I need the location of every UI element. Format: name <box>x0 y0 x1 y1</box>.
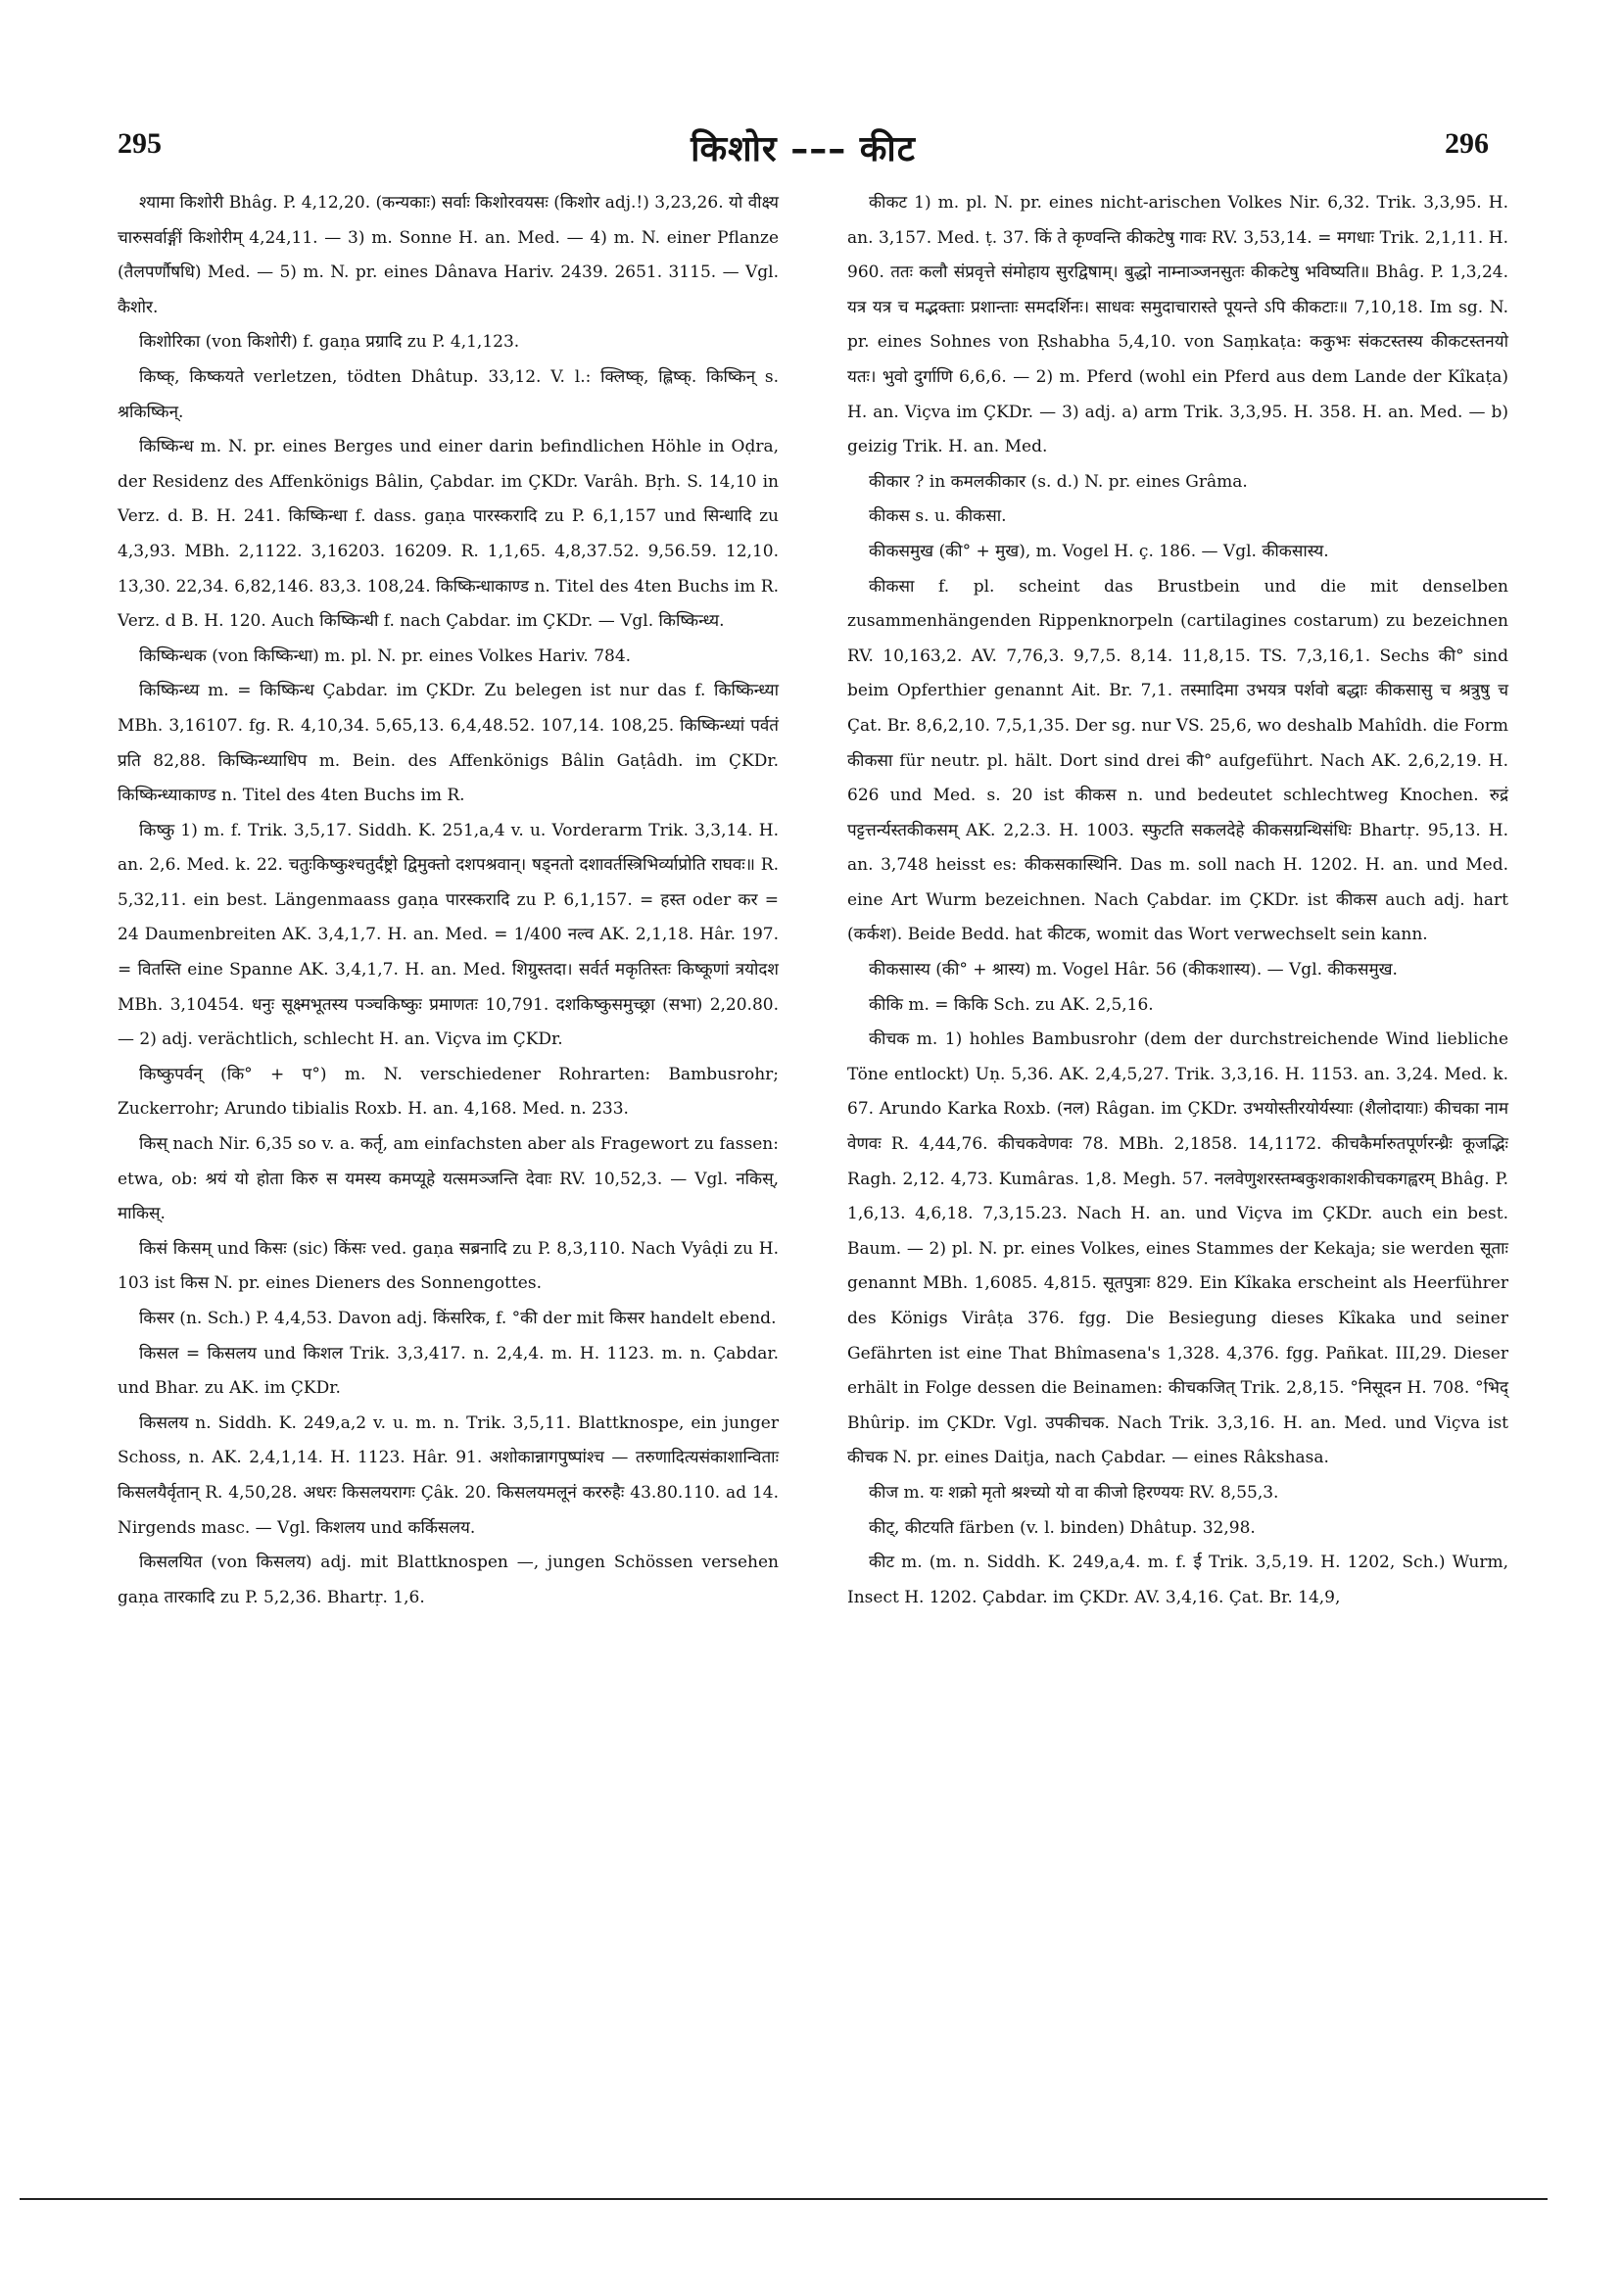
entry: किष्कुपर्वन् (कि° + प°) m. N. verschiedener Rohrarten: Bambusrohr; Zuckerrohr; Arundo tibialis Roxb. H. an. 4,168. Med. n. 233. <box>118 1064 779 1120</box>
entry: कीकि m. = किकि Sch. zu AK. 2,5,16. <box>869 994 1154 1015</box>
entry: किसं किसम् und किसः (sic) किंसः ved. gaṇa सब्रनादि zu P. 8,3,110. Nach Vyâḍi zu H. 103 ist किस N. pr. eines Dieners des Sonnengottes. <box>118 1238 779 1294</box>
page-number-left: 295 <box>118 127 162 160</box>
page-number-right: 296 <box>1445 127 1489 160</box>
entry: कीज m. यः शक्रो मृतो श्रश्च्यो यो वा कीजो हिरण्ययः RV. 8,55,3. <box>869 1482 1279 1503</box>
entry: कीकसमुख (की° + मुख), m. Vogel H. ç. 186. — Vgl. कीकसास्य. <box>869 541 1329 561</box>
entry: किसल = किसलय und किशल Trik. 3,3,417. n. 2,4,4. m. H. 1123. m. n. Çabdar. und Bhar. zu AK. im ÇKDr. <box>118 1343 779 1399</box>
page-header <box>118 127 1489 176</box>
entry: कीकट 1) m. pl. N. pr. eines nicht-arischen Volkes Nir. 6,32. Trik. 3,3,95. H. an. 3,157. Med. ṭ. 37. किं ते कृण्वन्ति कीकटेषु गावः RV. 3,53,14. = मगधाः Trik. 2,1,11. H. 960. ततः कलौ संप्रवृत्ते संमोहाय सुरद्विषाम्। बुद्धो नाम्नाञ्जनसुतः कीकटेषु भविष्यति॥ Bhâg. P. 1,3,24. यत्र यत्र च मद्भक्ताः प्रशान्ताः समदर्शिनः। साधवः समुदाचारास्ते पूयन्ते ऽपि कीकटाः॥ 7,10,18. Im sg. N. pr. eines Sohnes von Ṛshabha 5,4,10. von Saṃkaṭa: ककुभः संकटस्तस्य कीकटस्तनयो यतः। भुवो दुर्गाणि 6,6,6. — 2) m. Pferd (wohl ein Pferd aus dem Lande der Kîkaṭa) H. an. Viçva im ÇKDr. — 3) adj. a) arm Trik. 3,3,95. H. 358. H. an. Med. — b) geizig Trik. H. an. Med. <box>847 193 1508 457</box>
entry: कीट m. (m. n. Siddh. K. 249,a,4. m. f. ई Trik. 3,5,19. H. 1202, Sch.) Wurm, Insect H. 1202. Çabdar. im ÇKDr. AV. 3,4,16. Çat. Br. 14,9, <box>847 1553 1508 1607</box>
entry: किष्किन्धक (von किष्किन्धा) m. pl. N. pr. eines Volkes Hariv. 784. <box>139 646 632 666</box>
entry: कीकसास्य (की° + श्रास्य) m. Vogel Hâr. 56 (कीकशास्य). — Vgl. कीकसमुख. <box>869 960 1398 981</box>
entry: श्यामा किशोरी Bhâg. P. 4,12,20. (कन्यकाः) सर्वाः किशोरवयसः (किशोर adj.!) 3,23,26. यो वीक्ष्य चारुसर्वाङ्गीं किशोरीम् 4,24,11. — 3) m. Sonne H. an. Med. — 4) m. N. einer Pflanze (तैलपर्णौषधि) Med. — 5) m. N. pr. eines Dânava Hariv. 2439. 2651. 3115. — Vgl. कैशोर. <box>118 193 779 317</box>
entry: किष्किन्ध m. N. pr. eines Berges und einer darin befindlichen Höhle in Oḍra, der Residenz des Affenkönigs Bâlin, Çabdar. im ÇKDr. Varâh. Bṛh. S. 14,10 in Verz. d. B. H. 241. किष्किन्धा f. dass. gaṇa पारस्करादि zu P. 6,1,157 und सिन्धादि zu 4,3,93. MBh. 2,1122. 3,16203. 16209. R. 1,1,65. 4,8,37.52. 9,56.59. 12,10. 13,30. 22,34. 6,82,146. 83,3. 108,24. किष्किन्धाकाण्ड n. Titel des 4ten Buchs im R. Verz. d B. H. 120. Auch किष्किन्धी f. nach Çabdar. im ÇKDr. — Vgl. किष्किन्ध्य. <box>118 437 779 632</box>
entry: किष्किन्ध्य m. = किष्किन्ध Çabdar. im ÇKDr. Zu belegen ist nur das f. किष्किन्ध्या MBh. 3,16107. fg. R. 4,10,34. 5,65,13. 6,4,48.52. 107,14. 108,25. किष्किन्ध्यां पर्वतं प्रति 82,88. किष्किन्ध्याधिप m. Bein. des Affenkönigs Bâlin Gaṭâdh. im ÇKDr. किष्किन्ध्याकाण्ड n. Titel des 4ten Buchs im R. <box>118 681 779 806</box>
entry: किस् nach Nir. 6,35 so v. a. कर्तृ, am einfachsten aber als Fragewort zu fassen: etwa, ob: श्रयं यो होता किरु स यमस्य कमप्यूहे यत्समञ्जन्ति देवाः RV. 10,52,3. — Vgl. नकिस्, माकिस्. <box>118 1134 779 1224</box>
entry: किसलयित (von किसलय) adj. mit Blattknospen —, jungen Schössen versehen gaṇa तारकादि zu P. 5,2,36. Bhartṛ. 1,6. <box>118 1553 779 1607</box>
right-column <box>847 186 1508 1615</box>
entry: कीकार ? in कमलकीकार (s. d.) N. pr. eines Grâma. <box>869 471 1248 492</box>
bottom-rule <box>20 2198 1548 2200</box>
entry: किष्कु 1) m. f. Trik. 3,5,17. Siddh. K. 251,a,4 v. u. Vorderarm Trik. 3,3,14. H. an. 2,6. Med. k. 22. चतुःकिष्कुश्चतुर्दंष्ट्रो द्विमुक्तो दशपश्रवान्। षड्नतो दशावर्तस्त्रिभिर्व्याप्रोति राघवः॥ R. 5,32,11. ein best. Längenmaass gaṇa पारस्करादि zu P. 6,1,157. = हस्त oder कर = 24 Daumenbreiten AK. 3,4,1,7. H. an. Med. = 1/400 नल्व AK. 2,1,18. Hâr. 197. = वितस्ति eine Spanne AK. 3,4,1,7. H. an. Med. शिग्रुस्तदा। सर्वर्त मकृतिस्तः किष्कूणां त्रयोदश MBh. 3,10454. धनुः सूक्ष्मभूतस्य पञ्चकिष्कुः प्रमाणतः 10,791. दशकिष्कुसमुच्छ्रा (सभा) 2,20.80. — 2) adj. verächtlich, schlecht H. an. Viçva im ÇKDr. <box>118 820 779 1050</box>
entry: कीकस s. u. कीकसा. <box>869 506 1007 527</box>
entry: कीट्, कीटयति färben (v. l. binden) Dhâtup. 32,98. <box>869 1517 1256 1538</box>
entry: कीचक m. 1) hohles Bambusrohr (dem der durchstreichende Wind liebliche Töne entlockt) Uṇ. 5,36. AK. 2,4,5,27. Trik. 3,3,16. H. 1153. an. 3,24. Med. k. 67. Arundo Karka Roxb. (नल) Râgan. im ÇKDr. उभयोस्तीरयोर्यस्याः (शैलोदायाः) कीचका नाम वेणवः R. 4,44,76. कीचकवेणवः 78. MBh. 2,1858. 14,1172. कीचकैर्मारुतपूर्णरन्ध्रैः कूजद्भिः Ragh. 2,12. 4,73. Kumâras. 1,8. Megh. 57. नलवेणुशरस्तम्बकुशकाशकीचकगह्वरम् Bhâg. P. 1,6,13. 4,6,18. 7,3,15.23. Nach H. an. und Viçva im ÇKDr. auch ein best. Baum. — 2) pl. N. pr. eines Volkes, eines Stammes der Kekaja; sie werden सूताः genannt MBh. 1,6085. 4,815. सूतपुत्राः 829. Ein Kîkaka erscheint als Heerführer des Königs Virâṭa 376. fgg. Die Besiegung dieses Kîkaka und seiner Gefährten ist eine That Bhîmasena's 1,328. 4,376. fgg. Pañkat. III,29. Dieser erhält in Folge dessen die Beinamen: कीचकजित् Trik. 2,8,15. °निसूदन H. 708. °भिद् Bhûrip. im ÇKDr. Vgl. उपकीचक. Nach Trik. 3,3,16. H. an. Med. und Viçva ist कीचक N. pr. eines Daitja, nach Çabdar. — eines Râkshasa. <box>847 1029 1508 1468</box>
entry: किसर (n. Sch.) P. 4,4,53. Davon adj. किंसरिक, f. °की der mit किसर handelt ebend. <box>139 1309 777 1328</box>
entry: किसलय n. Siddh. K. 249,a,2 v. u. m. n. Trik. 3,5,11. Blattknospe, ein junger Schoss, n. AK. 2,4,1,14. H. 1123. Hâr. 91. अशोकान्नागपुष्पांश्च — तरुणादित्यसंकाशान्विताः किसलयैर्वृतान् R. 4,50,28. अधरः किसलयरागः Çâk. 20. किसलयमलूनं कररुहैः 43.80.110. ad 14. Nirgends masc. — Vgl. किशलय und कर्किसलय. <box>118 1412 779 1538</box>
entry: किष्क्, किष्कयते verletzen, tödten Dhâtup. 33,12. V. l.: क्लिष्क्, ह्लिष्क्. किष्किन् s. श्रकिष्किन्. <box>118 366 779 422</box>
running-head: किशोर ––– कीट <box>691 129 916 169</box>
left-column <box>118 186 779 1615</box>
entry: किशोरिका (von किशोरी) f. gaṇa प्रग्रादि zu P. 4,1,123. <box>139 332 520 353</box>
entry: कीकसा f. pl. scheint das Brustbein und die mit denselben zusammenhängenden Rippenknorpeln (cartilagines costarum) zu bezeichnen RV. 10,163,2. AV. 7,76,3. 9,7,5. 8,14. 11,8,15. TS. 7,3,16,1. Sechs की° sind beim Opferthier genannt Ait. Br. 7,1. तस्मादिमा उभयत्र पर्शवो बद्धाः कीकसासु च श्रत्रुषु च Çat. Br. 8,6,2,10. 7,5,1,35. Der sg. nur VS. 25,6, wo deshalb Mahîdh. die Form कीकसा für neutr. pl. hält. Dort sind drei की° aufgeführt. Nach AK. 2,6,2,19. H. 626 und Med. s. 20 ist कीकस n. und bedeutet schlechtweg Knochen. रुद्रं पट्टत्तर्न्यस्तकीकसम् AK. 2,2.3. H. 1003. स्फुटति सकलदेहे कीकसग्रन्थिसंधिः Bhartṛ. 95,13. H. an. 3,748 heisst es: कीकसकास्थिनि. Das m. soll nach H. 1202. H. an. und Med. eine Art Wurm bezeichnen. Nach Çabdar. im ÇKDr. ist कीकस auch adj. hart (कर्कश). Beide Bedd. hat कीटक, womit das Wort verwechselt sein kann. <box>847 576 1508 945</box>
